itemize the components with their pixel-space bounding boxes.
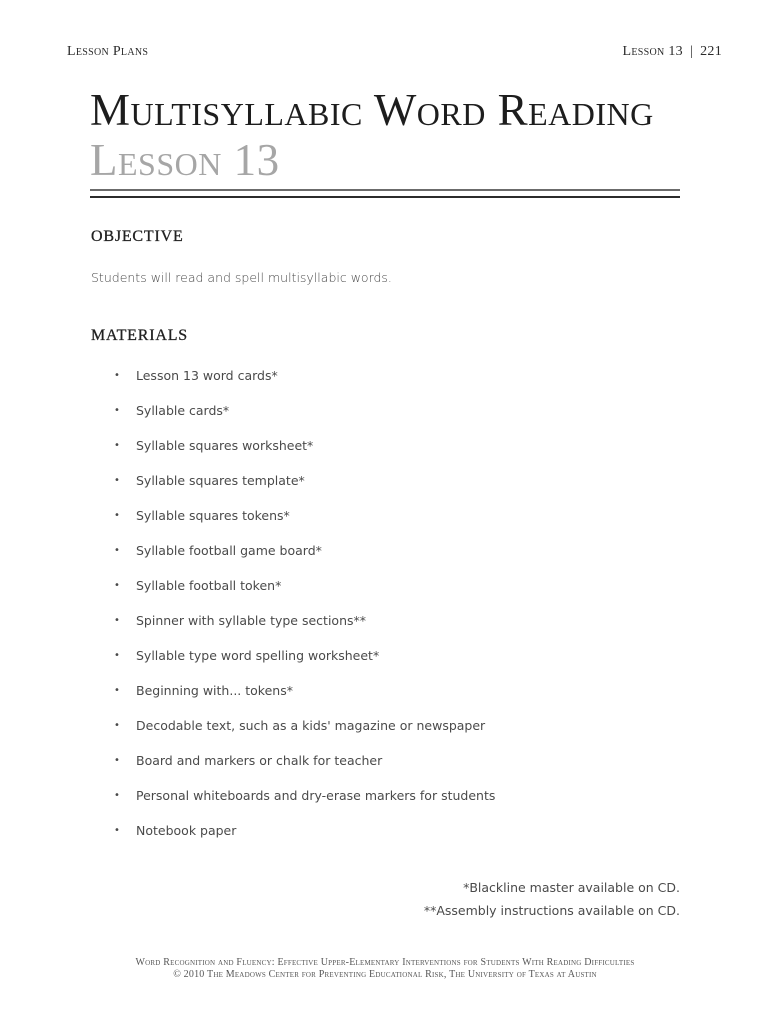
lesson-subtitle: Lesson 13 (90, 135, 280, 185)
running-head-section: Lesson Plans (67, 44, 149, 59)
running-head-separator: | (689, 44, 694, 59)
bullet-icon: • (114, 370, 120, 381)
bullet-icon: • (114, 825, 120, 836)
list-item-text: Personal whiteboards and dry-erase markers for students (136, 788, 496, 803)
bullet-icon: • (114, 650, 120, 661)
bullet-icon: • (114, 755, 120, 766)
bullet-icon: • (114, 510, 120, 521)
objective-text: Students will read and spell multisyllabic words. (91, 270, 392, 285)
title-rule-top (90, 189, 680, 191)
bullet-icon: • (114, 720, 120, 731)
bullet-icon: • (114, 405, 120, 416)
bullet-icon: • (114, 580, 120, 591)
objective-heading: OBJECTIVE (91, 228, 184, 245)
footnote-assembly: **Assembly instructions available on CD. (423, 903, 680, 918)
footnote-blackline: *Blackline master available on CD. (463, 880, 680, 895)
running-head-page (623, 44, 722, 60)
list-item-text: Syllable cards* (136, 403, 230, 418)
list-item-text: Syllable squares tokens* (136, 508, 290, 523)
bullet-icon: • (114, 475, 120, 486)
footer-copyright: © 2010 The Meadows Center for Preventing Educational Risk, The University of Texas at Austin (173, 969, 597, 980)
list-item-text: Notebook paper (136, 823, 237, 838)
bullet-icon: • (114, 615, 120, 626)
title-rule-bottom (90, 196, 680, 198)
bullet-icon: • (114, 790, 120, 801)
list-item-text: Beginning with... tokens* (136, 683, 293, 698)
list-item-text: Syllable football game board* (136, 543, 322, 558)
list-item-text: Decodable text, such as a kids' magazine or newspaper (136, 718, 486, 733)
running-head-lesson: Lesson 13 (622, 44, 683, 59)
materials-heading: MATERIALS (91, 327, 188, 344)
page-number: 221 (700, 44, 722, 59)
footnotes (424, 876, 680, 922)
list-item-text: Syllable type word spelling worksheet* (136, 648, 380, 663)
list-item-text: Lesson 13 word cards* (136, 368, 278, 383)
bullet-icon: • (114, 685, 120, 696)
list-item-text: Syllable squares worksheet* (136, 438, 314, 453)
list-item-text: Spinner with syllable type sections** (136, 613, 366, 628)
footer-book-title: Word Recognition and Fluency: Effective Upper-Elementary Interventions for Students With Reading Difficulties (135, 957, 635, 968)
bullet-icon: • (114, 440, 120, 451)
page-title: Multisyllabic Word Reading (90, 85, 654, 135)
list-item-text: Syllable football token* (136, 578, 282, 593)
list-item-text: Board and markers or chalk for teacher (136, 753, 383, 768)
list-item-text: Syllable squares template* (136, 473, 305, 488)
page-footer (0, 957, 770, 981)
bullet-icon: • (114, 545, 120, 556)
